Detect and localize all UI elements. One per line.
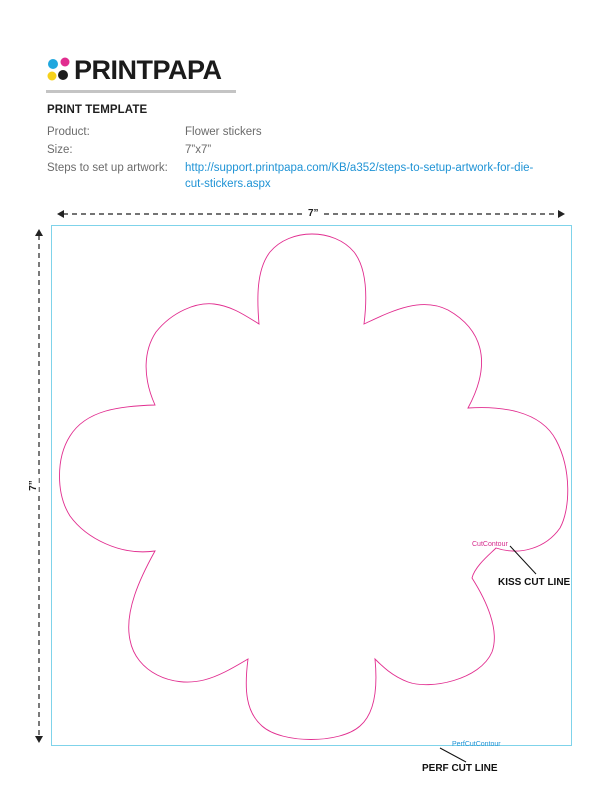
product-label: Product: — [47, 126, 90, 138]
kiss-cut-label: KISS CUT LINE — [498, 577, 571, 588]
steps-link[interactable]: http://support.printpapa.com/KB/a352/steps-to-setup-artwork-for-die- cut-stickers.aspx — [185, 162, 534, 190]
perfcutcontour-tag: PerfCutContour — [452, 741, 501, 748]
size-value: 7”x7” — [185, 144, 212, 156]
brand-name: PRINTPAPA — [74, 55, 222, 85]
width-label: 7” — [308, 208, 319, 219]
perf-cut-label: PERF CUT LINE — [422, 763, 498, 774]
product-value: Flower stickers — [185, 126, 262, 138]
section-title: PRINT TEMPLATE — [47, 104, 148, 116]
steps-label: Steps to set up artwork: — [47, 162, 168, 174]
height-label: 7” — [27, 480, 39, 491]
cutcontour-tag: CutContour — [472, 541, 508, 548]
size-label: Size: — [47, 144, 73, 156]
